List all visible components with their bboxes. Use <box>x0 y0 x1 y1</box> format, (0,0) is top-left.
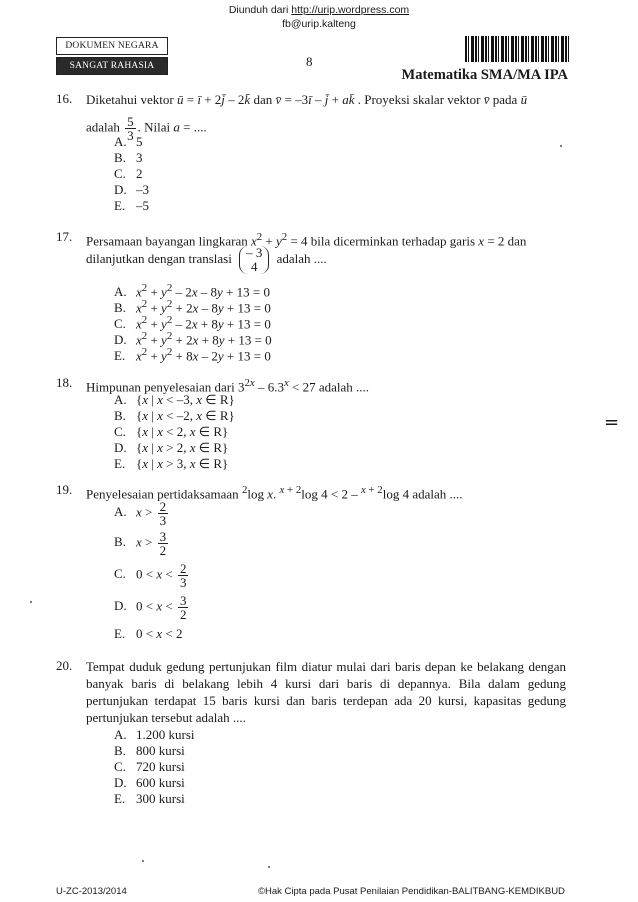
scan-dot <box>268 866 270 868</box>
option-d[interactable]: D. {x | x > 2, x ∈ R} <box>114 440 229 455</box>
question-text: Diketahui vektor ū = ī + 2j̄ – 2k̄ dan v̄ = –3ī – j̄ + ak̄ . Proyeksi skalar vektor v̄ pada ū <box>86 92 528 107</box>
option-e[interactable]: E. –5 <box>114 198 149 213</box>
question-number: 16. <box>56 91 73 106</box>
question-number: 19. <box>56 482 73 497</box>
question-number: 18. <box>56 375 73 390</box>
download-note: Diunduh dari http://urip.wordpress.com <box>228 4 410 16</box>
option-a[interactable]: A. 1.200 kursi <box>114 727 195 742</box>
option-a[interactable]: A. 5 <box>114 134 143 149</box>
option-e[interactable]: E. 300 kursi <box>114 791 185 806</box>
secret-label: SANGAT RAHASIA <box>56 57 168 75</box>
option-e[interactable]: E. {x | x > 3, x ∈ R} <box>114 456 229 471</box>
option-d[interactable]: D. 0 < x < $\frac{3}{2}$ <box>114 593 187 622</box>
scan-dot <box>142 860 144 862</box>
option-b[interactable]: B. 800 kursi <box>114 743 185 758</box>
option-a[interactable]: A. {x | x < –3, x ∈ R} <box>114 392 235 407</box>
question-text: Tempat duduk gedung pertunjukan film diatur mulai dari baris depan ke belakang dengan banyak baris di belakang lebih 4 kursi dari baris di depannya. Bila dalam gedung pertunjukan terdapat 15 baris kursi dan baris terdepan ada 20 kursi, kapasitas gedung pertunjukan tersebut adalah .... <box>86 659 566 725</box>
question-text-cont: adalah $\frac{5}{3}$ . Nilai a = .... <box>86 114 207 143</box>
copyright: ©Hak Cipta pada Pusat Penilaian Pendidikan-BALITBANG-KEMDIKBUD <box>258 886 565 897</box>
option-d[interactable]: D. 600 kursi <box>114 775 185 790</box>
question-text: Persamaan bayangan lingkaran $x^2 + y^2 = 4$ bila dicerminkan terhadap garis x = 2 dan <box>86 231 527 249</box>
option-b[interactable]: B. $x^2 + y^2 + 2x - 8y + 13 = 0$ <box>114 298 271 316</box>
option-b[interactable]: B. x > $\frac{3}{2}$ <box>114 529 167 558</box>
question-text: Himpunan penyelesaian dari $3^{2x} - 6.3^x < 27$ adalah .... <box>86 377 370 395</box>
option-c[interactable]: C. 720 kursi <box>114 759 185 774</box>
doc-label: DOKUMEN NEGARA <box>56 37 168 55</box>
margin-mark: = <box>604 412 620 433</box>
option-c[interactable]: C. $x^2 + y^2 - 2x + 8y + 13 = 0$ <box>114 314 271 332</box>
scan-dot <box>30 601 32 603</box>
option-d[interactable]: D. –3 <box>114 182 149 197</box>
question-text-cont: dilanjutkan dengan translasi – 3 4 adalah .... <box>86 245 327 274</box>
question-number: 17. <box>56 229 73 244</box>
option-a[interactable]: A. x > $\frac{2}{3}$ <box>114 499 167 528</box>
option-b[interactable]: B. {x | x < –2, x ∈ R} <box>114 408 235 423</box>
document-code: U-ZC-2013/2014 <box>56 886 127 897</box>
option-a[interactable]: A. $x^2 + y^2 - 2x - 8y + 13 = 0$ <box>114 282 270 300</box>
option-e[interactable]: E. 0 < x < 2 <box>114 626 183 641</box>
subject-title: Matematika SMA/MA IPA <box>401 67 568 83</box>
scan-dot <box>560 145 562 147</box>
barcode <box>465 36 569 62</box>
question-text: Penyelesaian pertidaksamaan $^2$log x. $^{x + 2}$log 4 < 2 – $^{x + 2}$log 4 adalah .... <box>86 484 463 502</box>
download-link[interactable]: http://urip.wordpress.com <box>291 4 410 16</box>
page-number: 8 <box>306 54 313 69</box>
option-c[interactable]: C. 0 < x < $\frac{2}{3}$ <box>114 561 187 590</box>
option-d[interactable]: D. $x^2 + y^2 + 2x + 8y + 13 = 0$ <box>114 330 272 348</box>
option-c[interactable]: C. {x | x < 2, x ∈ R} <box>114 424 229 439</box>
option-b[interactable]: B. 3 <box>114 150 143 165</box>
question-number: 20. <box>56 658 73 673</box>
option-c[interactable]: C. 2 <box>114 166 143 181</box>
option-e[interactable]: E. $x^2 + y^2 + 8x - 2y + 13 = 0$ <box>114 346 271 364</box>
contact-note: fb@urip.kalteng <box>282 18 356 30</box>
